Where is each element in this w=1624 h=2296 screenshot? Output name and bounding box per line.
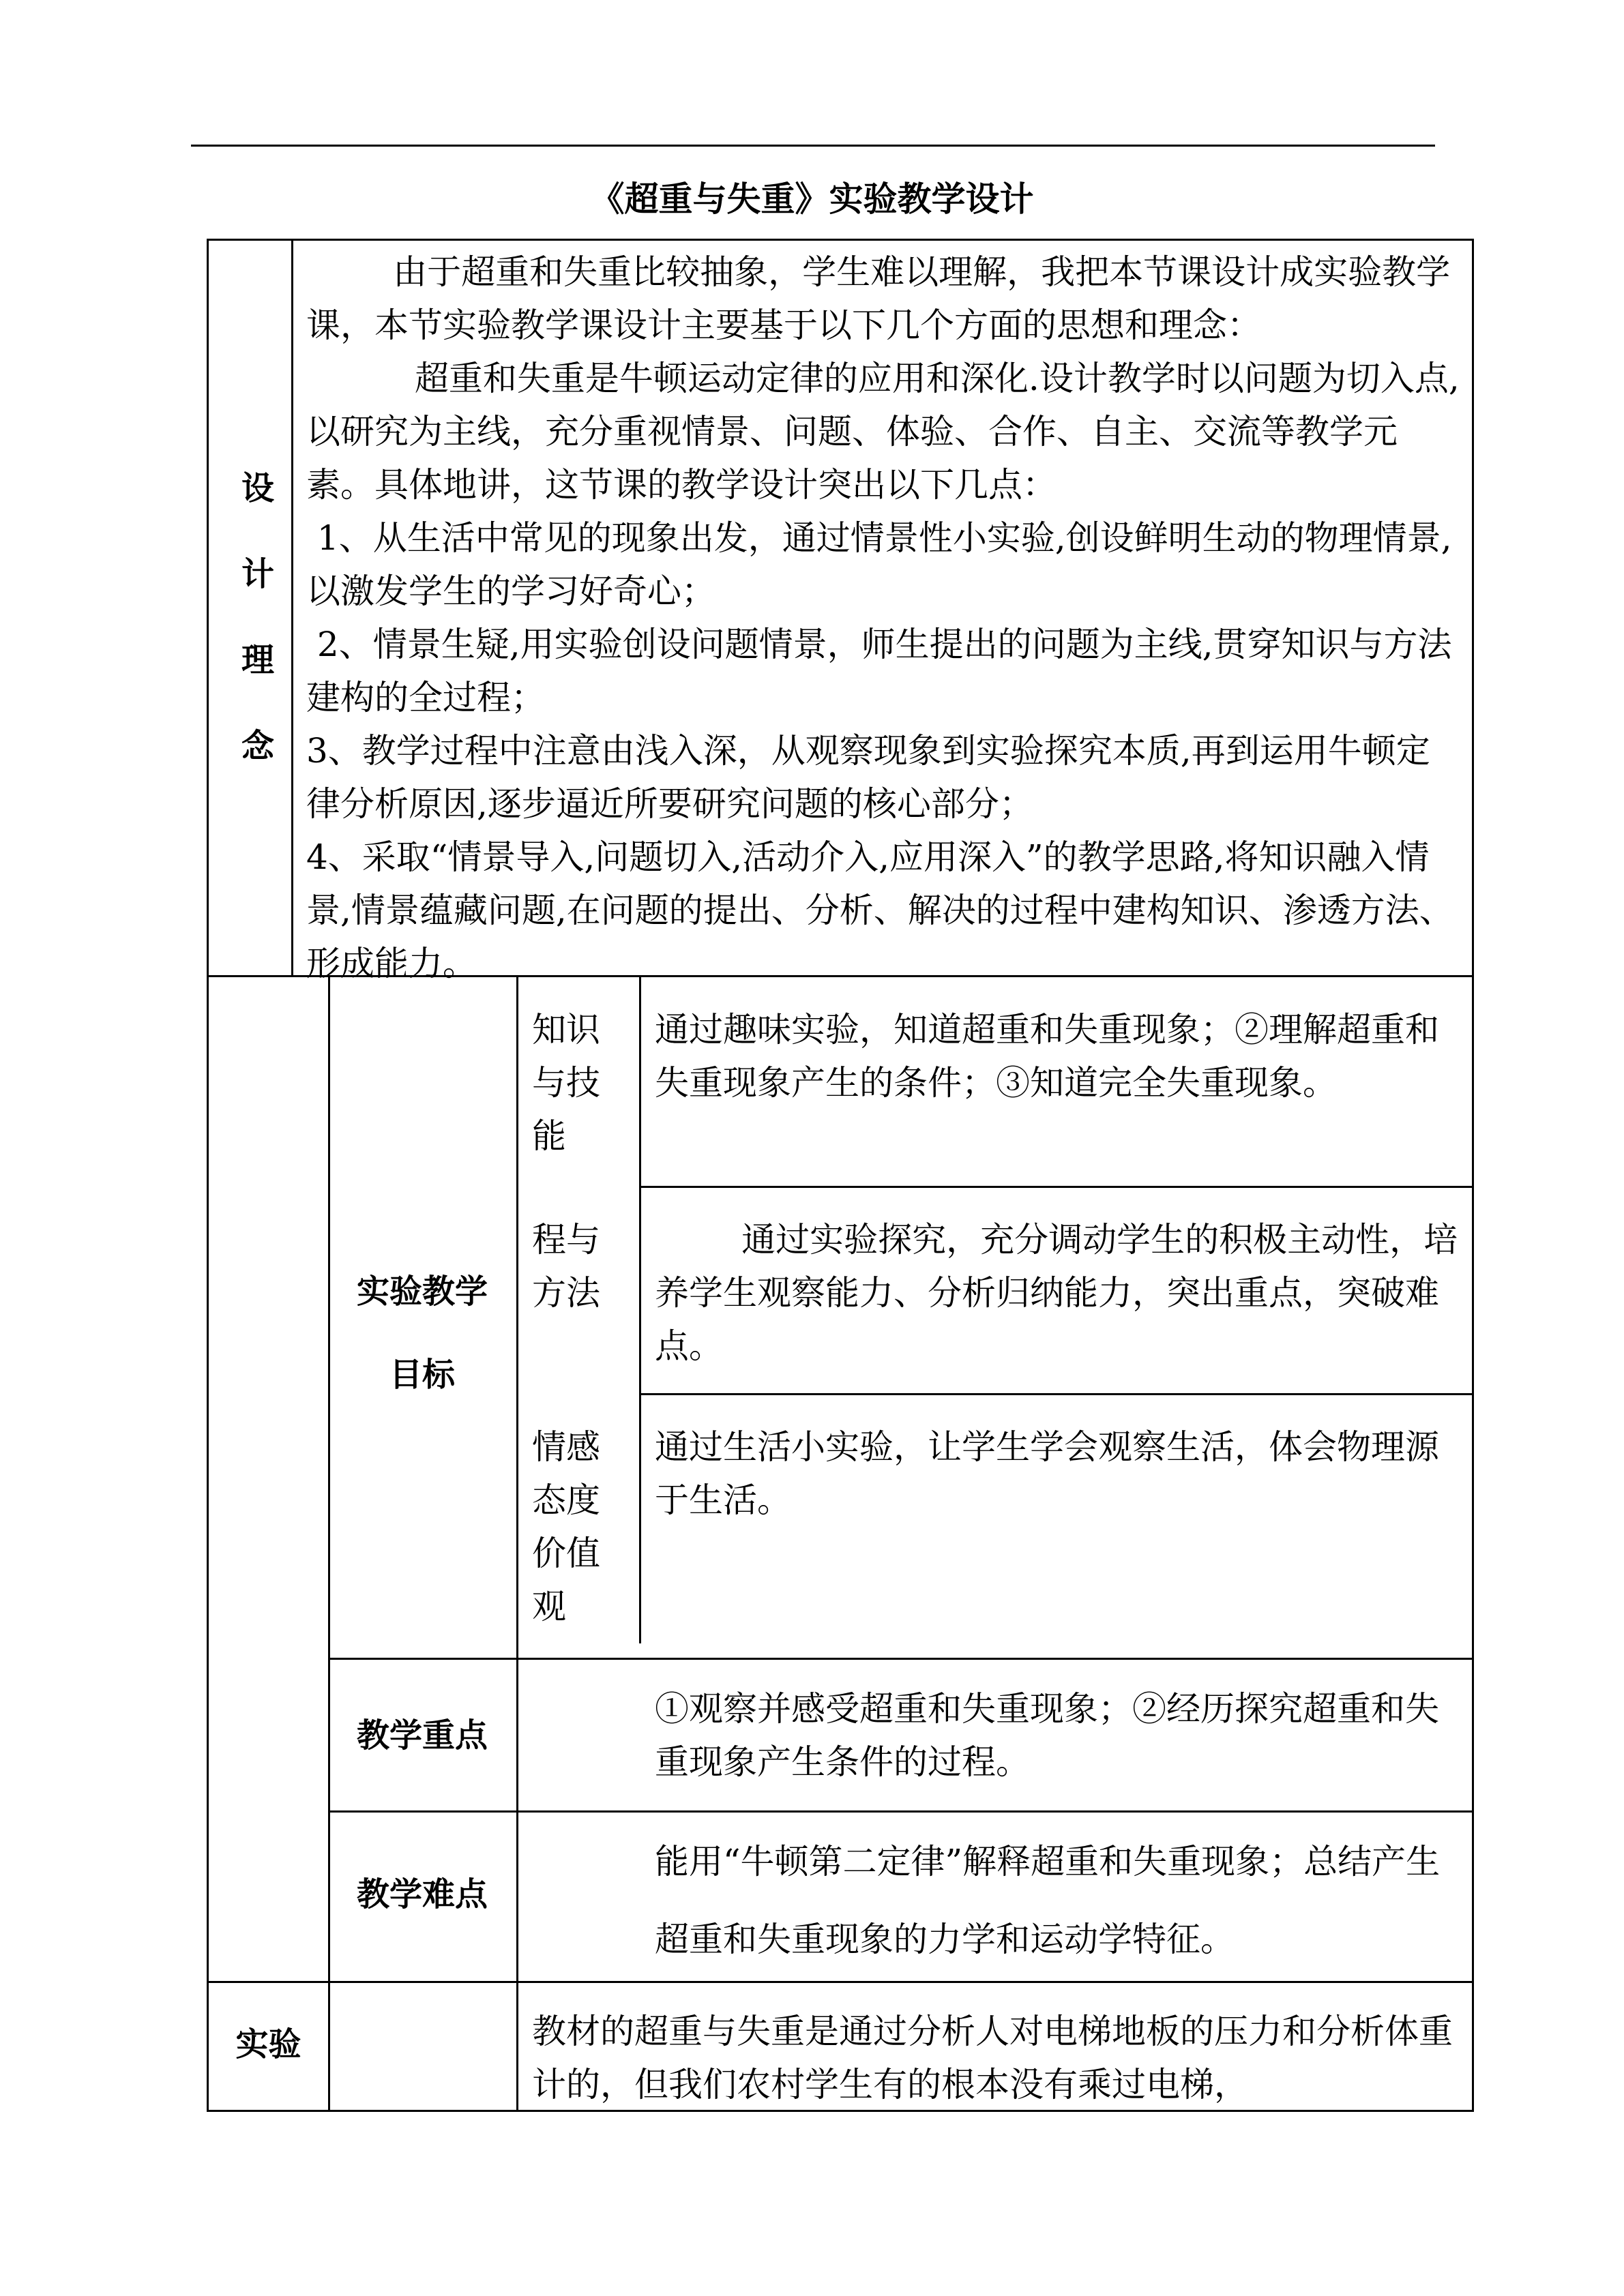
objective-content: 通过生活小实验，让学生学会观察生活，体会物理源于生活。 [655, 1427, 1439, 1520]
column-divider [639, 977, 641, 1643]
difficulties-label: 教学难点 [356, 1875, 488, 1913]
difficulties-line1: 能用“牛顿第二定律”解释超重和失重现象；总结产生 [655, 1842, 1441, 1881]
experiment-section [207, 1981, 1474, 2112]
design-concept-text [306, 245, 1462, 990]
row-divider [639, 1186, 1472, 1188]
column-divider [516, 977, 518, 1981]
experiment-label: 实验 [235, 2025, 301, 2063]
objectives-label: 实验教学 目标 [356, 1272, 488, 1394]
objectives-section [207, 975, 1474, 1983]
column-divider [516, 1983, 518, 2110]
key-points-label: 教学重点 [356, 1716, 488, 1755]
key-points-content: ①观察并感受超重和失重现象；②经历探究超重和失重现象产生条件的过程。 [655, 1689, 1439, 1782]
row-divider [639, 1393, 1472, 1395]
objective-content: 通过趣味实验，知道超重和失重现象；②理解超重和失重现象产生的条件；③知道完全失重现象。 [655, 1010, 1439, 1103]
objective-category: 情感态度价值观 [532, 1427, 600, 1626]
design-concept-section [207, 239, 1474, 983]
row-divider [328, 1658, 1472, 1660]
paragraph: 由于超重和失重比较抽象，学生难以理解，我把本节课设计成实验教学课，本节实验教学课设计主要基于以下几个方面的思想和理念： [306, 252, 1451, 345]
objective-category: 知识与技能 [532, 1010, 600, 1156]
difficulties-line2: 超重和失重现象的力学和运动学特征。 [655, 1920, 1235, 1959]
paragraph: 1、从生活中常见的现象出发，通过情景性小实验,创设鲜明生动的物理情景,以激发学生的学习好奇心； [306, 518, 1452, 611]
objective-content: 通过实验探究，充分调动学生的积极主动性，培养学生观察能力、分析归纳能力，突出重点，突破难点。 [655, 1220, 1458, 1366]
objective-category: 程与方法 [532, 1220, 600, 1313]
paragraph: 超重和失重是牛顿运动定律的应用和深化.设计教学时以问题为切入点,以研究为主线，充分重视情景、问题、体验、合作、自主、交流等教学元素。具体地讲，这节课的教学设计突出以下几点： [306, 359, 1460, 505]
design-concept-label: 设 计 理 念 [241, 469, 274, 765]
row-divider [328, 1810, 1472, 1813]
column-divider [328, 977, 330, 1981]
header-rule [191, 145, 1435, 147]
paragraph: 4、采取“情景导入,问题切入,活动介入,应用深入”的教学思路,将知识融入情景,情景蕴藏问题,在问题的提出、分析、解决的过程中建构知识、渗透方法、形成能力。 [306, 837, 1453, 983]
paragraph: 2、情景生疑,用实验创设问题情景，师生提出的问题为主线,贯穿知识与方法建构的全过程； [306, 625, 1452, 717]
page-title: 《超重与失重》实验教学设计 [590, 179, 1034, 219]
paragraph: 3、教学过程中注意由浅入深，从观察现象到实验探究本质,再到运用牛顿定律分析原因,逐步逼近所要研究问题的核心部分； [306, 731, 1430, 824]
experiment-content: 教材的超重与失重是通过分析人对电梯地板的压力和分析体重计的，但我们农村学生有的根本没有乘过电梯， [532, 2012, 1453, 2104]
column-divider [328, 1983, 330, 2110]
